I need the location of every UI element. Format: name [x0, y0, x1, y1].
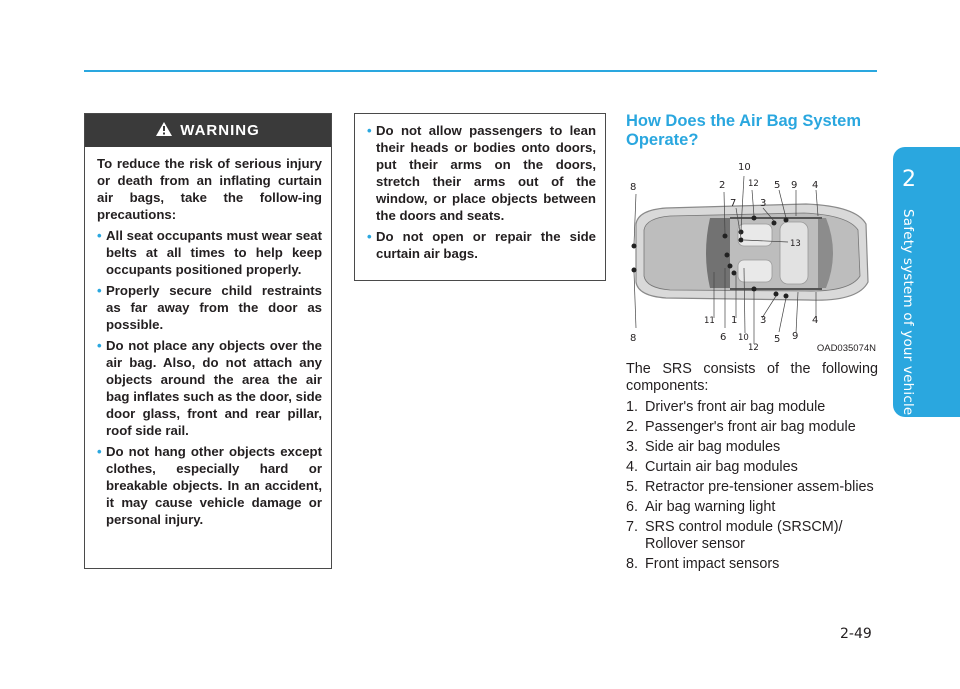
warning-bullet: • Do not allow passengers to lean their heads or bodies onto doors, put their arms on the doors, stretch their arms out of the window, or place objects between the doors and seats. [367, 123, 596, 223]
list-item: 6. Air bag warning light [626, 499, 776, 515]
callout-label: 4 [812, 315, 819, 326]
section-body [626, 361, 878, 576]
chapter-title: Safety system of your vehicle [900, 209, 916, 416]
warning-intro: To reduce the risk of serious injury or death from an inflating curtain air bags, take the follow-ing precautions: [97, 156, 322, 222]
bullet-dot-icon: • [97, 338, 102, 353]
warning-bullet-list [97, 227, 322, 528]
bullet-dot-icon: • [367, 229, 372, 244]
bullet-dot-icon: • [97, 228, 102, 243]
top-rule [84, 70, 877, 72]
callout-label: 1 [731, 315, 738, 326]
warning-bullet: • Do not place any objects over the air bag. Also, do not attach any objects around the area the air bag inflates such as the door, side door glass, front and rear pillar, roof side rail. [97, 338, 322, 438]
callout-label: 6 [720, 332, 727, 343]
warning-bullet: • Do not open or repair the side curtain air bags. [367, 229, 596, 261]
callout-label: 12 [748, 343, 759, 353]
list-item: 1. Driver's front air bag module [626, 399, 826, 415]
warning-bullet: • Properly secure child restraints as far away from the door as possible. [97, 283, 322, 332]
list-item: 8. Front impact sensors [626, 556, 780, 572]
warning-bullet: • All seat occupants must wear seat belts at all times to help keep occupants positioned properly. [97, 228, 322, 277]
page-number: 2-49 [840, 626, 872, 642]
component-list [626, 399, 878, 573]
warning-continued-list [367, 122, 596, 262]
callout-label: 11 [704, 316, 715, 326]
callout-label: 3 [760, 315, 767, 326]
callout-label: 7 [730, 198, 737, 209]
callout-label: 5 [774, 180, 781, 191]
section-intro: The SRS consists of the following components: [626, 361, 878, 394]
callout-label: 3 [760, 198, 767, 209]
warning-box [84, 113, 332, 569]
callout-label: 12 [748, 179, 759, 189]
list-item: 4. Curtain air bag modules [626, 459, 798, 475]
warning-label: WARNING [180, 122, 260, 139]
bullet-dot-icon: • [367, 123, 372, 138]
warning-header [85, 114, 331, 147]
warning-continued-body [355, 114, 605, 262]
callout-label: 4 [812, 180, 819, 191]
callout-label: 10 [738, 162, 751, 173]
callout-label: 8 [630, 182, 637, 193]
section-heading: How Does the Air Bag System Operate? [626, 112, 862, 149]
callout-label: 9 [792, 331, 799, 342]
warning-triangle-icon [156, 122, 172, 140]
callout-label: 9 [791, 180, 798, 191]
figure-code: OAD035074N [816, 343, 876, 354]
bullet-dot-icon: • [97, 444, 102, 459]
airbag-system-figure [626, 158, 878, 354]
callout-label: 13 [790, 239, 801, 249]
bullet-dot-icon: • [97, 283, 102, 298]
warning-bullet: • Do not hang other objects except clothes, especially hard or breakable objects. In an accident, it may cause vehicle damage or personal injury. [97, 444, 322, 527]
warning-body [85, 147, 331, 528]
callout-label: 5 [774, 334, 781, 345]
list-item: 5. Retractor pre-tensioner assem-blies [626, 479, 874, 495]
list-item: 2. Passenger's front air bag module [626, 419, 856, 435]
chapter-number: 2 [902, 167, 916, 192]
warning-continued-box [354, 113, 606, 281]
list-item: 7. SRS control module (SRSCM)/ Rollover sensor [626, 519, 843, 552]
callout-label: 10 [738, 333, 749, 343]
list-item: 3. Side air bag modules [626, 439, 781, 455]
chapter-side-tab [893, 147, 960, 417]
car-diagram [626, 158, 878, 354]
callout-label: 2 [719, 180, 726, 191]
callout-label: 8 [630, 333, 637, 344]
